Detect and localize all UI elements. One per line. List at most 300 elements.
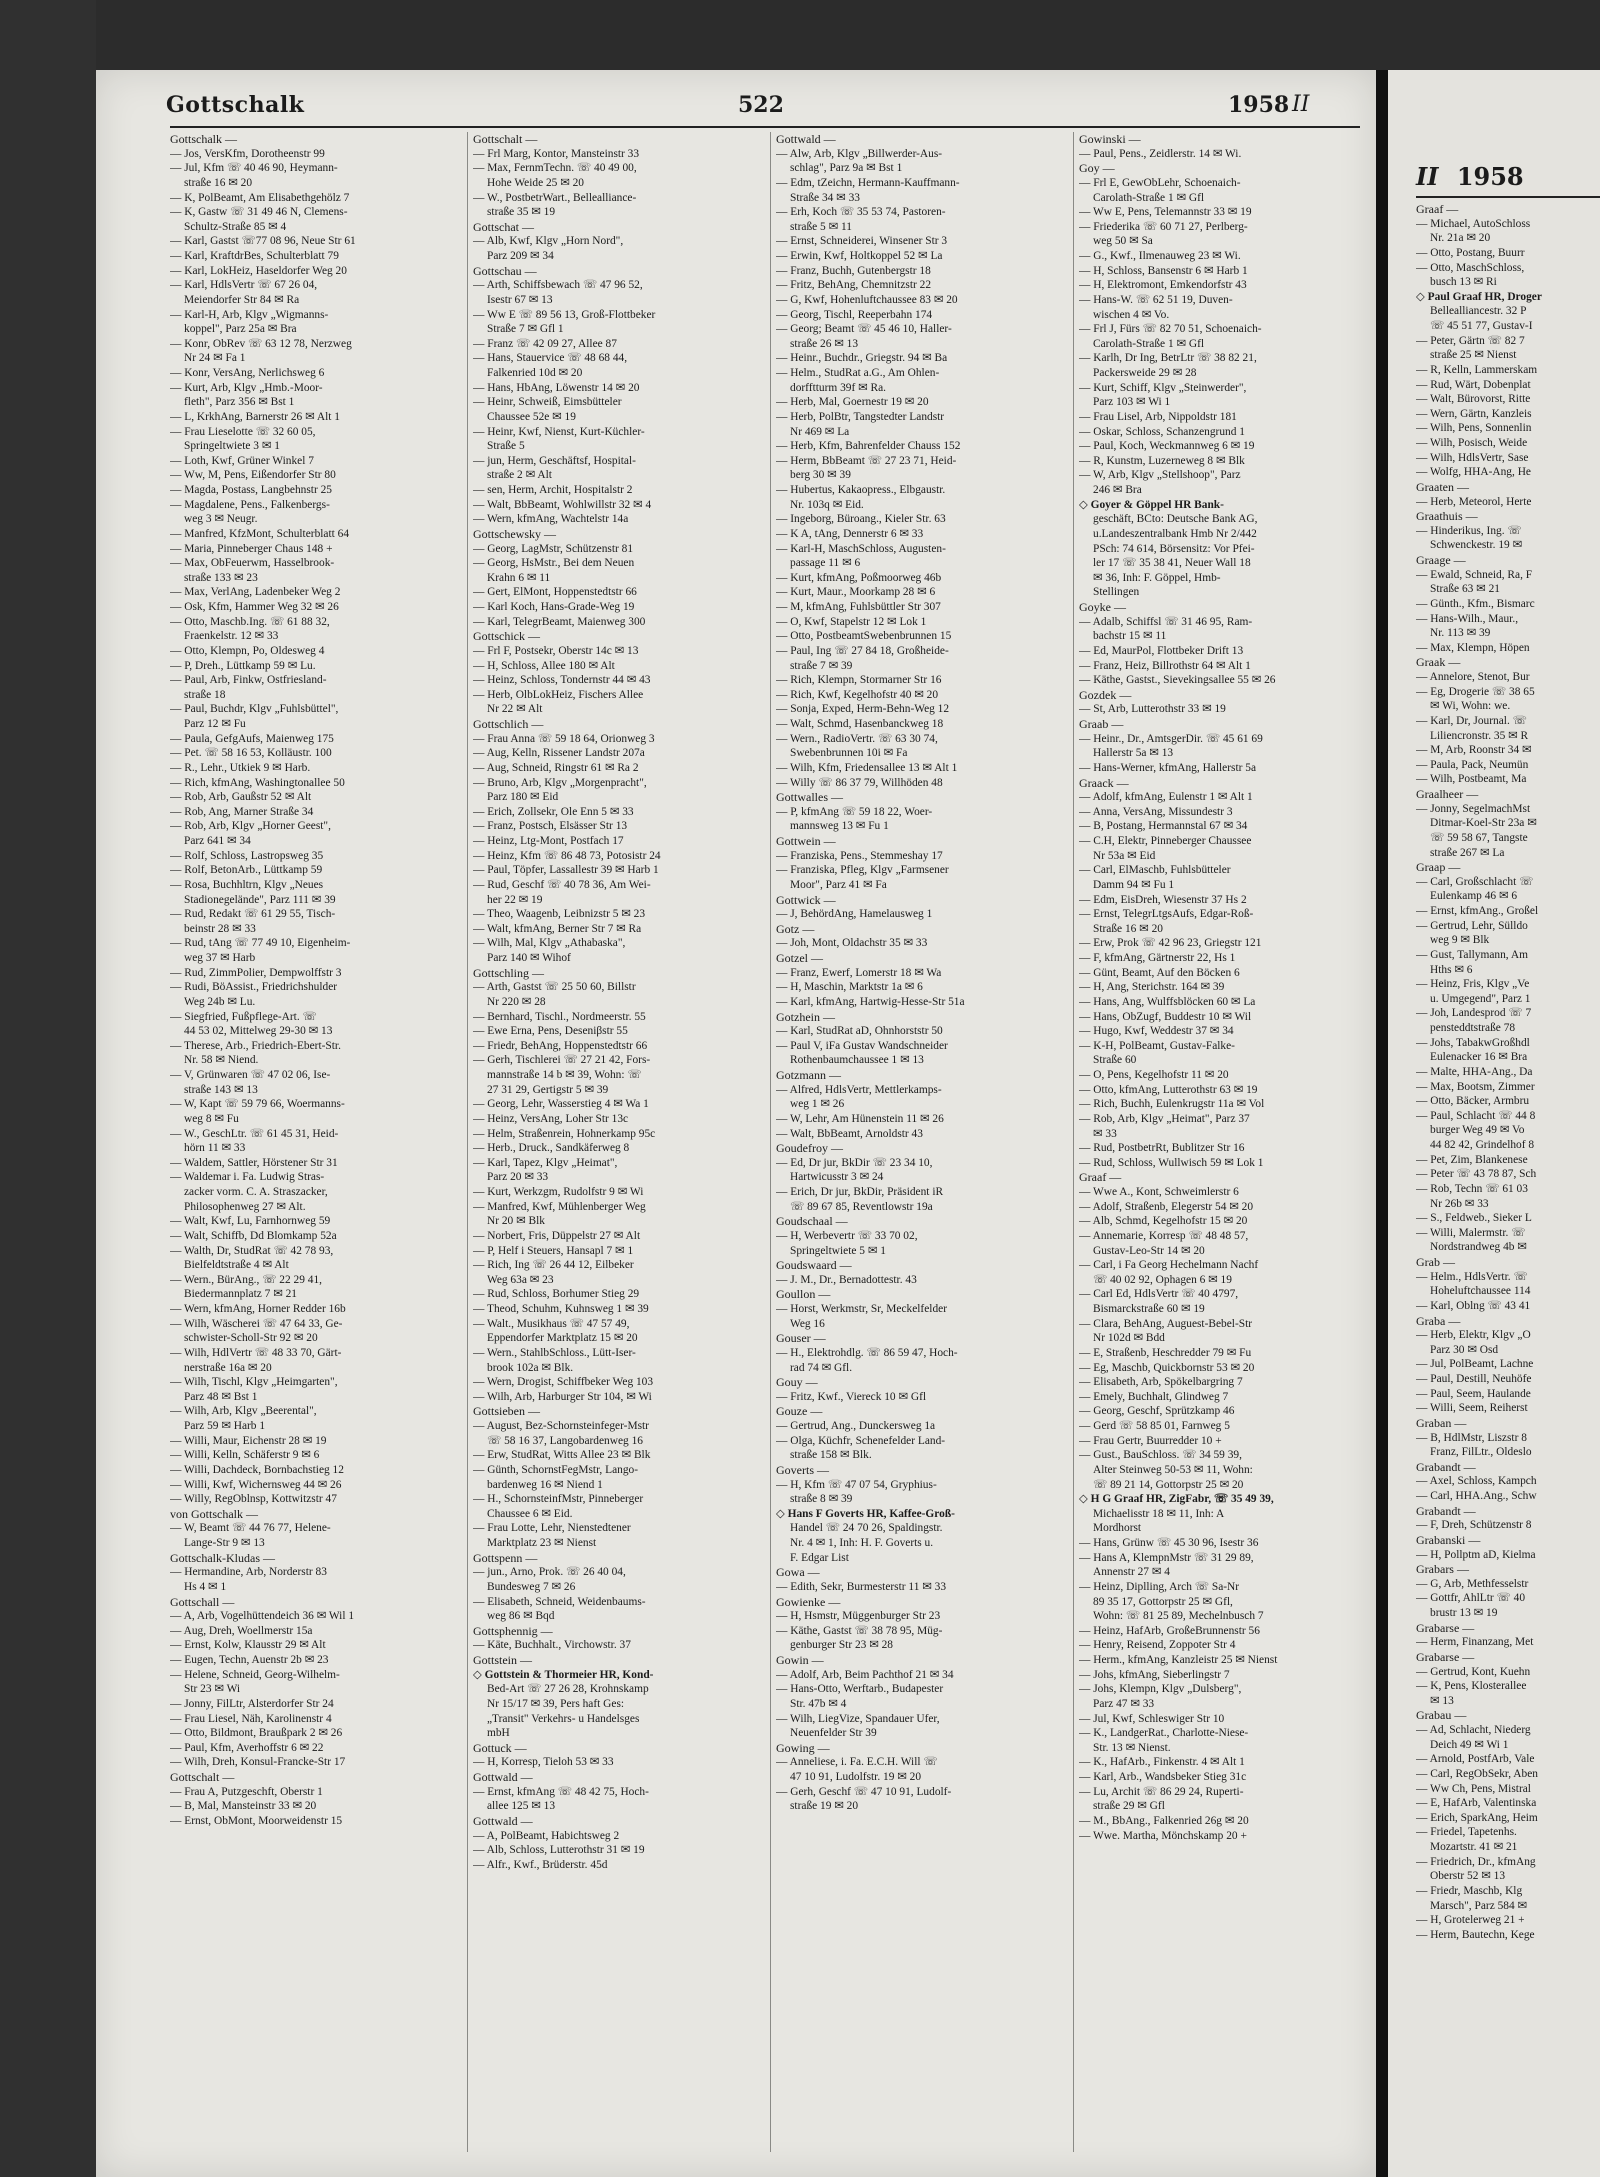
directory-entry-line: Moor", Parz 41 ✉ Fa — [790, 878, 887, 891]
directory-entry-line: Grab — — [1416, 1255, 1455, 1269]
directory-entry-line: Gotzhein — — [776, 1009, 835, 1024]
directory-entry-line: — Rud, ZimmPolier, Dempwolffstr 3 — [170, 966, 342, 979]
directory-entry-line: Handel ☏ 24 70 26, Spaldingstr. — [790, 1522, 943, 1535]
directory-entry-line: — Rud, tAng ☏ 77 49 10, Eigenheim- — [170, 937, 351, 950]
directory-entry-line: Nordstrandweg 4b ✉ — [1430, 1241, 1527, 1254]
directory-entry-line: — Paul, Koch, Weckmannweg 6 ✉ 19 — [1079, 440, 1255, 453]
directory-entry-line: — Aug, Schneid, Ringstr 61 ✉ Ra 2 — [473, 761, 639, 774]
directory-entry-line: — Herm, Finanzang, Met — [1416, 1636, 1534, 1649]
directory-entry-line: — Erw, StudRat, Witts Allee 23 ✉ Blk — [473, 1449, 651, 1462]
directory-entry-line: — Wern., StahlbSchloss., Lütt-Iser- — [473, 1346, 636, 1359]
directory-entry-line: ☏ 58 16 37, Langobardenweg 16 — [487, 1434, 643, 1447]
directory-entry-line: Gottschlich — — [473, 717, 544, 731]
directory-entry-line: — Georg, Lehr, Wasserstieg 4 ✉ Wa 1 — [473, 1098, 649, 1111]
directory-entry-line: Gowing — — [776, 1740, 830, 1755]
directory-entry-line: — Paul, Kfm, Averhoffstr 6 ✉ 22 — [170, 1741, 324, 1754]
directory-entry-line: Graba — — [1416, 1313, 1461, 1328]
directory-entry-line: — Wilh, HdlVertr ☏ 48 33 70, Gärt- — [170, 1346, 342, 1359]
directory-entry-line: Meiendorfer Str 84 ✉ Ra — [184, 293, 300, 306]
directory-entry-line: Graage — — [1416, 553, 1466, 567]
right-header-rule — [1416, 196, 1600, 198]
directory-entry-line: Deich 49 ✉ Wi 1 — [1430, 1738, 1509, 1751]
directory-entry-line: Graack — — [1079, 775, 1129, 790]
directory-entry-line: Marktplatz 23 ✉ Nienst — [487, 1537, 597, 1549]
directory-entry-line: — Karl, Oblng ☏ 43 41 — [1416, 1299, 1531, 1312]
directory-entry-line: — Konr, ObRev ☏ 63 12 78, Nerzweg — [170, 337, 352, 350]
directory-entry-line: Gotzel — — [776, 951, 823, 965]
directory-entry-line: — Herb., Druck., Sandkäferweg 8 — [473, 1142, 630, 1155]
directory-entry-line: — Karl, StudRat aD, Ohnhorststr 50 — [776, 1025, 943, 1038]
directory-entry-line: — Gertrud, Ang., Dunckersweg 1a — [776, 1420, 936, 1432]
directory-entry-line: — Annemarie, Korresp ☏ 48 48 57, — [1079, 1229, 1249, 1242]
directory-entry-line: her 22 ✉ 19 — [487, 893, 543, 906]
directory-entry-line: — Ewe Erna, Pens, Deseniβstr 55 — [473, 1025, 628, 1038]
directory-entry-line: — Wilh, Tischl, Klgv „Heimgarten", — [170, 1376, 338, 1389]
directory-entry-line: — Rich, Buchh, Eulenkrugstr 11a ✉ Vol — [1079, 1098, 1265, 1111]
directory-entry-line: — Otto, kfmAng, Lutterothstr 63 ✉ 19 — [1079, 1083, 1258, 1096]
directory-entry-line: Straße 5 — [487, 440, 525, 453]
directory-entry-line: — Karl-H, MaschSchloss, Augusten- — [776, 542, 946, 555]
directory-entry-line: — Friedr, Maschb, Klg — [1416, 1884, 1523, 1897]
directory-entry-line: Gottwald — — [473, 1770, 533, 1784]
directory-entry-line: Goudschaal — — [776, 1214, 848, 1229]
directory-entry-line: — Rolf, BetonArb., Lüttkamp 59 — [170, 864, 323, 877]
directory-entry-line: Ditmar-Koel-Str 23a ✉ — [1430, 817, 1537, 830]
directory-entry-line: Gottschalk — — [170, 132, 237, 146]
directory-entry-line: — H, Kfm ☏ 47 07 54, Gryphius- — [776, 1478, 937, 1491]
directory-entry-line: — Ingeborg, Büroang., Kieler Str. 63 — [776, 513, 946, 526]
directory-entry-line: weg 1 ✉ 26 — [790, 1098, 845, 1111]
right-volume: II — [1416, 162, 1439, 191]
directory-entry-line: straße 267 ✉ La — [1430, 846, 1505, 859]
directory-entry-line: — Ww Ch, Pens, Mistral — [1416, 1782, 1531, 1795]
directory-entry-line: — Otto, MaschSchloss, — [1416, 261, 1525, 274]
directory-entry-line: — Gust., BauSchloss. ☏ 34 59 39, — [1079, 1449, 1242, 1462]
directory-entry-line: Fraenkelstr. 12 ✉ 33 — [184, 630, 279, 643]
directory-entry-line: Grabars — — [1416, 1562, 1469, 1577]
directory-entry-line: — Ad, Schlacht, Niederg — [1416, 1724, 1531, 1736]
directory-entry-line: F. Edgar List — [790, 1551, 849, 1564]
directory-entry-line: nerstraße 16a ✉ 20 — [184, 1361, 272, 1374]
directory-entry-line: Nr. 21a ✉ 20 — [1430, 232, 1491, 245]
directory-entry-line: schlag", Parz 9a ✉ Bst 1 — [790, 162, 903, 175]
directory-entry-line: Grabarse — — [1416, 1620, 1475, 1635]
directory-entry-line: Graban — — [1416, 1415, 1467, 1430]
directory-entry-line: Bundesweg 7 ✉ 26 — [487, 1580, 576, 1593]
directory-entry-line: ◇ Hans F Goverts HR, Kaffee-Groß- — [776, 1507, 955, 1520]
directory-entry-line: koppel", Parz 25a ✉ Bra — [184, 323, 297, 336]
directory-entry-line: — Hans, Grünw ☏ 45 30 96, Isestr 36 — [1079, 1537, 1259, 1549]
directory-entry-line: Springeltwiete 5 ✉ 1 — [790, 1244, 886, 1257]
directory-entry-line: Nr 20 ✉ Blk — [487, 1215, 545, 1228]
directory-entry-line: — Joh, Landesprod ☏ 7 — [1416, 1007, 1532, 1020]
directory-entry-line: — Johs, kfmAng, Sieberlingstr 7 — [1079, 1668, 1230, 1681]
directory-entry-line: berg 30 ✉ 39 — [790, 469, 851, 482]
directory-entry-line: — Frl Marg, Kontor, Mansteinstr 33 — [473, 147, 640, 160]
directory-entry-line: — Georg, Tischl, Reeperbahn 174 — [776, 308, 933, 321]
header-rule — [170, 126, 1360, 128]
directory-entry-line: — Walt, Schmd, Hasenbanckweg 18 — [776, 718, 944, 730]
directory-entry-line: — Edm, EisDreh, Wiesenstr 37 Hs 2 — [1079, 893, 1247, 906]
directory-entry-line: — Franz, Postsch, Elsässer Str 13 — [473, 820, 628, 833]
directory-entry-line: — Ww E ☏ 89 56 13, Groß-Flottbeker — [473, 308, 656, 321]
directory-entry-line: — Hans-W. ☏ 62 51 19, Duven- — [1079, 293, 1233, 306]
directory-entry-line: — Günt, Beamt, Auf den Böcken 6 — [1079, 966, 1240, 979]
directory-entry-line: Gottschewsky — — [473, 526, 556, 541]
directory-entry-line: — Ed, MaurPol, Flottbeker Drift 13 — [1079, 644, 1244, 657]
directory-entry-line: Damm 94 ✉ Fu 1 — [1093, 878, 1175, 891]
directory-entry-line: Wohn: ☏ 81 25 89, Mechelnbusch 7 — [1093, 1610, 1264, 1623]
directory-entry-line: mannstraße 14 b ✉ 39, Wohn: ☏ — [487, 1069, 642, 1081]
directory-entry-line: Goyke — — [1079, 600, 1126, 614]
directory-entry-line: Gottschick — — [473, 629, 540, 644]
directory-entry-line: weg 37 ✉ Harb — [184, 952, 256, 964]
directory-entry-line: — Wilh, Kfm, Friedensallee 13 ✉ Alt 1 — [776, 761, 958, 774]
directory-entry-line: Schultz-Straße 85 ✉ 4 — [184, 220, 287, 233]
directory-entry-line: — R., Lehr., Utkiek 9 ✉ Harb. — [170, 761, 311, 774]
directory-entry-line: — Käthe, Gastst ☏ 38 78 95, Müg- — [776, 1624, 943, 1637]
directory-entry-line: Schwenckestr. 19 ✉ — [1430, 539, 1523, 552]
directory-entry-line: — Wwe. Martha, Mönchskamp 20 + — [1079, 1829, 1247, 1842]
directory-entry-line: — Wilh, Postbeamt, Ma — [1416, 773, 1527, 786]
directory-entry-line: Gotzmann — — [776, 1068, 841, 1082]
directory-entry-line: — Heinz, Kfm ☏ 86 48 73, Potosistr 24 — [473, 849, 661, 862]
directory-entry-line: — Otto, Bäcker, Armbru — [1416, 1095, 1530, 1108]
directory-entry-line: — Ww E, Pens, Telemannstr 33 ✉ 19 — [1079, 206, 1252, 219]
directory-entry-line: — Herm., kfmAng, Kanzleistr 25 ✉ Nienst — [1079, 1654, 1278, 1666]
directory-entry-line: Gottspenn — — [473, 1550, 538, 1565]
directory-entry-line: — Frau Lieselotte ☏ 32 60 05, — [170, 425, 316, 438]
directory-entry-line: — Hans-Wilh., Maur., — [1416, 612, 1519, 625]
column-divider-2 — [770, 132, 771, 2152]
directory-entry-line: — Rud, Wärt, Dobenplat — [1416, 378, 1531, 391]
directory-entry-line: — K, Gastw ☏ 31 49 46 N, Clemens- — [170, 206, 348, 219]
directory-entry-line: von Gottschalk — — [170, 1506, 258, 1521]
directory-entry-line: Eulenkamp 46 ✉ 6 — [1430, 890, 1518, 903]
directory-entry-line: Nr 220 ✉ 28 — [487, 995, 546, 1008]
directory-entry-line: — J, BehördAng, Hamelausweg 1 — [776, 908, 933, 921]
scan-background-top — [0, 0, 1600, 70]
directory-entry-line: 44 82 42, Grindelhof 8 — [1430, 1139, 1535, 1151]
directory-entry-line: — Adolf, Arb, Beim Pachthof 21 ✉ 34 — [776, 1668, 954, 1681]
directory-entry-line: — Wwe A., Kont, Schweimlerstr 6 — [1079, 1186, 1239, 1198]
directory-entry-line: Parz 641 ✉ 34 — [184, 835, 251, 847]
directory-entry-line: — Rud, Schloss, Wullwisch 59 ✉ Lok 1 — [1079, 1156, 1264, 1169]
directory-entry-line: Grabanski — — [1416, 1532, 1481, 1547]
directory-entry-line: — Rud, Schloss, Borhumer Stieg 29 — [473, 1288, 640, 1301]
directory-entry-line: — Norbert, Fris, Düppelstr 27 ✉ Alt — [473, 1229, 641, 1242]
directory-entry-line: weg 86 ✉ Bqd — [487, 1610, 555, 1623]
directory-entry-line: Hartwicusstr 3 ✉ 24 — [790, 1171, 884, 1184]
directory-entry-line: — K-H, PolBeamt, Gustav-Falke- — [1079, 1039, 1235, 1052]
directory-entry-line: — Adolf, Straßenb, Elegerstr 54 ✉ 20 — [1079, 1200, 1254, 1213]
directory-entry-line: Gottwalles — — [776, 790, 843, 805]
directory-entry-line: — Erw, Prok ☏ 42 96 23, Griegstr 121 — [1079, 937, 1262, 950]
directory-entry-line: — Hans, ObZugf, Buddestr 10 ✉ Wil — [1079, 1010, 1252, 1023]
directory-entry-line: — Kurt, Arb, Klgv „Hmb.-Moor- — [170, 381, 323, 394]
directory-entry-line: — Carl, ElMaschb, Fuhlsbütteler — [1079, 864, 1231, 877]
directory-entry-line: Goverts — — [776, 1462, 829, 1477]
directory-entry-line: — P, Dreh., Lüttkamp 59 ✉ Lu. — [170, 659, 316, 672]
directory-entry-line: ☏ 89 67 85, Reventlowstr 19a — [790, 1200, 933, 1213]
directory-entry-line: — W., PostbetrWart., Bellealliance- — [473, 191, 637, 204]
directory-entry-line: — Walt, BbBeamt, Arnoldstr 43 — [776, 1127, 923, 1140]
directory-entry-line: — Johs, TabakwGroßhdl — [1416, 1036, 1530, 1049]
directory-entry-line: Parz 209 ✉ 34 — [487, 250, 554, 262]
directory-entry-line: Weg 63a ✉ 23 — [487, 1273, 554, 1286]
directory-entry-line: — Paul, Schlacht ☏ 44 8 — [1416, 1109, 1536, 1122]
directory-entry-line: — Gottfr, AhlLtr ☏ 40 — [1416, 1592, 1526, 1605]
directory-entry-line: — Otto, PostbeamtSwebenbrunnen 15 — [776, 630, 952, 643]
directory-entry-line: — Wilh, Dreh, Konsul-Francke-Str 17 — [170, 1756, 346, 1769]
directory-entry-line: Weg 16 — [790, 1317, 825, 1330]
directory-entry-line: — Wilh, Posisch, Weide — [1416, 437, 1528, 449]
directory-entry-line: Gottsphennig — — [473, 1623, 553, 1638]
directory-entry-line: straße 29 ✉ Gfl — [1093, 1800, 1165, 1813]
directory-entry-line: — Aug, Dreh, Woellmerstr 15a — [170, 1624, 313, 1637]
directory-entry-line: — Georg, Geschf, Sprützkamp 46 — [1079, 1405, 1235, 1418]
directory-entry-line: Str 23 ✉ Wi — [184, 1683, 241, 1696]
directory-entry-line: — Hans-Otto, Werftarb., Budapester — [776, 1683, 944, 1696]
directory-entry-line: — Günth, SchornstFegMstr, Lango- — [473, 1463, 639, 1476]
directory-entry-line: ☏ 40 02 92, Ophagen 6 ✉ 19 — [1093, 1273, 1232, 1286]
directory-entry-line: — Franz, Buchh, Gutenbergstr 18 — [776, 264, 931, 277]
directory-entry-line: — Otto, Maschb.Ing. ☏ 61 88 32, — [170, 615, 330, 628]
directory-entry-line: — K, Pens, Klosterallee — [1416, 1680, 1527, 1693]
directory-entry-line: Gottwein — — [776, 834, 836, 848]
directory-entry-line: — Eugen, Techn, Auenstr 2b ✉ 23 — [170, 1654, 329, 1666]
directory-entry-line: Michaelisstr 18 ✉ 11, Inh: A — [1093, 1507, 1225, 1520]
directory-entry-line: — Hans A, KlempnMstr ☏ 31 29 89, — [1079, 1551, 1254, 1564]
directory-entry-line: — Adalb, Schiffsl ☏ 31 46 95, Ram- — [1079, 615, 1253, 628]
directory-entry-line: — sen, Herm, Archit, Hospitalstr 2 — [473, 484, 633, 496]
directory-entry-line: — Rob, Arb, Klgv „Horner Geest", — [170, 820, 331, 833]
directory-entry-line: — Wern., BürAng., ☏ 22 29 41, — [170, 1273, 323, 1286]
directory-entry-line: — Pet. ☏ 58 16 53, Kolläustr. 100 — [170, 747, 332, 760]
directory-entry-line: Graak — — [1416, 655, 1461, 670]
directory-entry-line: — Therese, Arb., Friedrich-Ebert-Str. — [170, 1039, 341, 1052]
directory-entry-line: — Franziska, Pens., Stemmeshay 17 — [776, 849, 943, 862]
scan-background-left — [0, 0, 96, 2177]
directory-entry-line: — B, Mal, Mansteinstr 33 ✉ 20 — [170, 1800, 317, 1813]
directory-entry-line: Mozartstr. 41 ✉ 21 — [1430, 1841, 1518, 1853]
directory-entry-line: Gotz — — [776, 921, 815, 936]
directory-entry-line: — St, Arb, Lutterothstr 33 ✉ 19 — [1079, 703, 1226, 716]
directory-entry-line: Gottsieben — — [473, 1404, 540, 1419]
directory-entry-line: Eulenacker 16 ✉ Bra — [1430, 1051, 1528, 1064]
directory-entry-line: weg 8 ✉ Fu — [184, 1112, 239, 1125]
directory-entry-line: mbH — [487, 1727, 510, 1740]
directory-entry-line: schwister-Scholl-Str 92 ✉ 20 — [184, 1332, 318, 1345]
directory-entry-line: Graaf — — [1079, 1170, 1122, 1185]
directory-entry-line: — R, Kelln, Lammerskam — [1416, 363, 1538, 376]
directory-entry-line: — Walth, Dr, StudRat ☏ 42 78 93, — [170, 1244, 334, 1257]
directory-entry-line: — Frau A, Putzgeschft, Oberstr 1 — [170, 1785, 323, 1798]
directory-entry-line: — Anna, VersAng, Missundestr 3 — [1079, 805, 1233, 818]
directory-entry-line: Gottwald — — [776, 132, 836, 146]
directory-entry-line: — Bruno, Arb, Klgv „Morgenpracht", — [473, 776, 647, 789]
directory-entry-line: — Olga, Küchfr, Schenefelder Land- — [776, 1434, 946, 1447]
directory-entry-line: — M., BbAng., Falkenried 26g ✉ 20 — [1079, 1814, 1249, 1827]
directory-entry-line: bardenweg 16 ✉ Niend 1 — [487, 1478, 603, 1491]
directory-entry-line: Annenstr 27 ✉ 4 — [1093, 1566, 1170, 1579]
directory-entry-line: — Oskar, Schloss, Schanzengrund 1 — [1079, 425, 1245, 438]
directory-entry-line: — V, Grünwaren ☏ 47 02 06, Ise- — [170, 1069, 331, 1081]
directory-entry-line: — H, Pollptm aD, Kielma — [1416, 1548, 1536, 1561]
directory-entry-line: — Paul, Destill, Neuhöfe — [1416, 1373, 1532, 1385]
directory-entry-line: — Karl Koch, Hans-Grade-Weg 19 — [473, 601, 635, 613]
directory-entry-line: Gottschling — — [473, 965, 544, 980]
directory-entry-line: — K., HafArb., Finkenstr. 4 ✉ Alt 1 — [1079, 1756, 1245, 1769]
directory-entry-line: — Hubertus, Kakaopress., Elbgaustr. — [776, 484, 946, 496]
directory-entry-line: Gottschalt — — [473, 132, 538, 146]
directory-entry-line: — Rud, Redakt ☏ 61 29 55, Tisch- — [170, 908, 336, 921]
directory-entry-line: Neuenfelder Str 39 — [790, 1727, 877, 1740]
directory-entry-line: — Edith, Sekr, Burmesterstr 11 ✉ 33 — [776, 1580, 947, 1593]
directory-entry-line: brustr 13 ✉ 19 — [1430, 1607, 1498, 1619]
directory-entry-line: — Eg, Drogerie ☏ 38 65 — [1416, 685, 1535, 698]
directory-entry-line: — Jos, VersKfm, Dorotheenstr 99 — [170, 147, 325, 160]
directory-entry-line: Parz 180 ✉ Eid — [487, 791, 559, 804]
directory-entry-line: — Elisabeth, Schneid, Weidenbaums- — [473, 1595, 646, 1608]
directory-entry-line: — Max, VerlAng, Ladenbeker Weg 2 — [170, 586, 341, 599]
directory-entry-line: — Jonny, SegelmachMst — [1416, 802, 1531, 815]
directory-entry-line: — Rudi, BöAssist., Friedrichshulder — [170, 981, 338, 994]
directory-entry-line: — Frl E, GewObLehr, Schoenaich- — [1079, 176, 1241, 189]
directory-entry-line: — Wern, Drogist, Schiffbeker Weg 103 — [473, 1376, 654, 1389]
directory-entry-line: — jun, Herm, Geschäftsf, Hospital- — [473, 454, 636, 467]
directory-entry-line: straße 7 ✉ 39 — [790, 659, 853, 672]
directory-entry-line: — F, kfmAng, Gärtnerstr 22, Hs 1 — [1079, 952, 1236, 964]
directory-entry-line: — Peter ☏ 43 78 87, Sch — [1416, 1168, 1537, 1181]
directory-entry-line: mannsweg 13 ✉ Fu 1 — [790, 820, 889, 833]
directory-entry-line: — Hans-Werner, kfmAng, Hallerstr 5a — [1079, 761, 1257, 774]
directory-entry-line: Philosophenweg 27 ✉ Alt. — [184, 1200, 306, 1213]
directory-entry-line: Straße 34 ✉ 33 — [790, 191, 860, 204]
directory-entry-line: Franz, FilLtr., Oldeslo — [1430, 1446, 1532, 1459]
directory-entry-line: Rothenbaumchaussee 1 ✉ 13 — [790, 1054, 924, 1067]
directory-entry-line: Stellingen — [1093, 586, 1140, 599]
directory-entry-line: — Paul, Arb, Finkw, Ostfriesland- — [170, 674, 327, 687]
directory-entry-line: — Rosa, Buchhltrn, Klgv „Neues — [170, 878, 324, 891]
directory-entry-line: 246 ✉ Bra — [1093, 484, 1142, 496]
directory-entry-line: Straße 60 — [1093, 1054, 1137, 1067]
directory-entry-line: — Hans, Stauervice ☏ 48 68 44, — [473, 352, 628, 365]
directory-entry-line: — Walt, kfmAng, Berner Str 7 ✉ Ra — [473, 922, 642, 935]
directory-entry-line: — O, Pens, Kegelhofstr 11 ✉ 20 — [1079, 1069, 1229, 1081]
directory-entry-line: Gottwick — — [776, 892, 836, 907]
directory-entry-line: Nr 26b ✉ 33 — [1430, 1197, 1489, 1210]
directory-entry-line: straße 133 ✉ 23 — [184, 571, 258, 584]
directory-entry-line: Parz 30 ✉ Osd — [1430, 1343, 1499, 1356]
directory-entry-line: Oberstr 52 ✉ 13 — [1430, 1870, 1506, 1883]
directory-entry-line: — Paul, Buchdr, Klgv „Fuhlsbüttel", — [170, 703, 339, 716]
directory-entry-line: — Paul, Töpfer, Lassallestr 39 ✉ Harb 1 — [473, 864, 659, 877]
directory-entry-line: — H, Schloss, Allee 180 ✉ Alt — [473, 659, 615, 672]
directory-entry-line: ✉ Wi, Wohn: we. — [1430, 700, 1511, 713]
page-number: 522 — [738, 92, 784, 118]
directory-entry-line: — Max, Bootsm, Zimmer — [1416, 1080, 1535, 1093]
directory-entry-line: — Hermandine, Arb, Norderstr 83 — [170, 1566, 327, 1579]
directory-entry-line: — Ernst, TelegrLtgsAufs, Edgar-Roß- — [1079, 908, 1254, 921]
directory-entry-line: weg 50 ✉ Sa — [1093, 235, 1153, 248]
directory-entry-line: ✉ 36, Inh: F. Göppel, Hmb- — [1093, 571, 1221, 584]
directory-entry-line: — Karl, Gastst ☏77 08 96, Neue Str 61 — [170, 235, 356, 248]
directory-entry-line: — H, Maschin, Marktstr 1a ✉ 6 — [776, 981, 923, 994]
directory-entry-line: — Wolfg, HHA-Ang, He — [1416, 466, 1531, 479]
directory-entry-line: — Rud, Geschf ☏ 40 78 36, Am Wei- — [473, 878, 651, 891]
directory-entry-line: — Gertrud, Kont, Kuehn — [1416, 1665, 1531, 1678]
directory-entry-line: — Helm., HdlsVertr. ☏ — [1416, 1270, 1528, 1283]
directory-entry-line: — Heinz, Ltg-Mont, Postfach 17 — [473, 835, 624, 847]
directory-entry-line: — H, Ang, Sterichstr. 164 ✉ 39 — [1079, 981, 1225, 994]
directory-entry-line: straße 26 ✉ 13 — [790, 337, 859, 350]
directory-entry-line: Str. 47b ✉ 4 — [790, 1697, 847, 1710]
directory-entry-line: — Kurt, Schiff, Klgv „Steinwerder", — [1079, 381, 1247, 394]
directory-entry-line: Graap — — [1416, 860, 1461, 875]
directory-entry-line: — G, Arb, Methfesselstr — [1416, 1577, 1529, 1590]
directory-entry-line: — B, HdlMstr, Liszstr 8 — [1416, 1431, 1527, 1444]
directory-entry-line: — Wilh, LiegVize, Spandauer Ufer, — [776, 1712, 940, 1725]
directory-entry-line: Parz 47 ✉ 33 — [1093, 1697, 1155, 1710]
directory-entry-line: Graaten — — [1416, 479, 1469, 494]
directory-entry-line: „Transit" Verkehrs- u Handelsges — [487, 1712, 640, 1725]
book-gutter — [1376, 70, 1388, 2177]
directory-entry-line: Nr 15/17 ✉ 39, Pers haft Ges: — [487, 1697, 625, 1710]
directory-entry-line: Chaussee 6 ✉ Eid. — [487, 1507, 573, 1520]
directory-entry-line: brook 102a ✉ Blk. — [487, 1361, 574, 1374]
directory-entry-line: — W, Arb, Klgv „Stellshoop", Parz — [1079, 469, 1241, 482]
directory-entry-line: — W., GeschLtr. ☏ 61 45 31, Heid- — [170, 1127, 339, 1140]
directory-entry-line: Graab — — [1079, 717, 1124, 731]
directory-entry-line: straße 25 ✉ Nienst — [1430, 349, 1517, 362]
directory-entry-line: — Frau Gertr, Buurredder 10 + — [1079, 1434, 1222, 1447]
directory-entry-line: — Siegfried, Fußpflege-Art. ☏ — [170, 1010, 317, 1023]
directory-entry-line: Parz 140 ✉ Wihof — [487, 952, 571, 964]
directory-entry-line: Grabarse — — [1416, 1649, 1475, 1664]
directory-entry-line: — Max, FernmTechn. ☏ 40 49 00, — [473, 162, 637, 175]
directory-entry-line: — Joh, Mont, Oldachstr 35 ✉ 33 — [776, 937, 928, 950]
directory-entry-line: — Wilh, Mal, Klgv „Athabaska", — [473, 937, 626, 950]
directory-entry-line: Goullon — — [776, 1287, 831, 1302]
directory-entry-line: — Heinz, Fris, Klgv „Ve — [1416, 978, 1530, 991]
directory-entry-line: Eppendorfer Marktplatz 15 ✉ 20 — [487, 1332, 638, 1345]
directory-entry-line: ◇ Goyer & Göppel HR Bank- — [1079, 498, 1224, 511]
directory-entry-line: — Alfred, HdlsVertr, Mettlerkamps- — [776, 1083, 942, 1096]
directory-entry-line: wischen 4 ✉ Vo. — [1093, 308, 1170, 321]
directory-entry-line: — Hinderikus, Ing. ☏ — [1416, 524, 1522, 537]
directory-entry-line: Stadionegelände", Parz 111 ✉ 39 — [184, 893, 336, 906]
directory-entry-line: — A, Arb, Vogelhüttendeich 36 ✉ Wil 1 — [170, 1610, 355, 1623]
directory-entry-line: passage 11 ✉ 6 — [790, 557, 861, 570]
directory-entry-line: Carolath-Straße 1 ✉ Gfl — [1093, 337, 1205, 350]
directory-entry-line: — Franz, Ewerf, Lomerstr 18 ✉ Wa — [776, 966, 942, 979]
directory-entry-line: Gouy — — [776, 1375, 818, 1390]
directory-entry-line: — K A, tAng, Dennerstr 6 ✉ 33 — [776, 527, 924, 540]
directory-entry-line: — Herb, OlbLokHeiz, Fischers Allee — [473, 688, 644, 701]
directory-entry-line: beinstr 28 ✉ 33 — [184, 922, 256, 935]
right-page-column — [1416, 202, 1600, 2177]
directory-entry-line: Graaf — — [1416, 202, 1459, 216]
directory-entry-line: straße 8 ✉ 39 — [790, 1493, 853, 1506]
directory-entry-line: — Arnold, PostfArb, Vale — [1416, 1753, 1535, 1766]
directory-entry-line: Parz 48 ✉ Bst 1 — [184, 1390, 258, 1403]
directory-entry-line: Isestr 67 ✉ 13 — [487, 293, 553, 306]
directory-entry-line: — Fritz, Kwf., Viereck 10 ✉ Gfl — [776, 1390, 927, 1403]
directory-entry-line: — Karl, KraftdrBes, Schulterblatt 79 — [170, 250, 339, 262]
directory-entry-line: — Arth, Gastst ☏ 25 50 60, Billstr — [473, 981, 636, 994]
directory-entry-line: — Max, Klempn, Höpen — [1416, 641, 1530, 654]
